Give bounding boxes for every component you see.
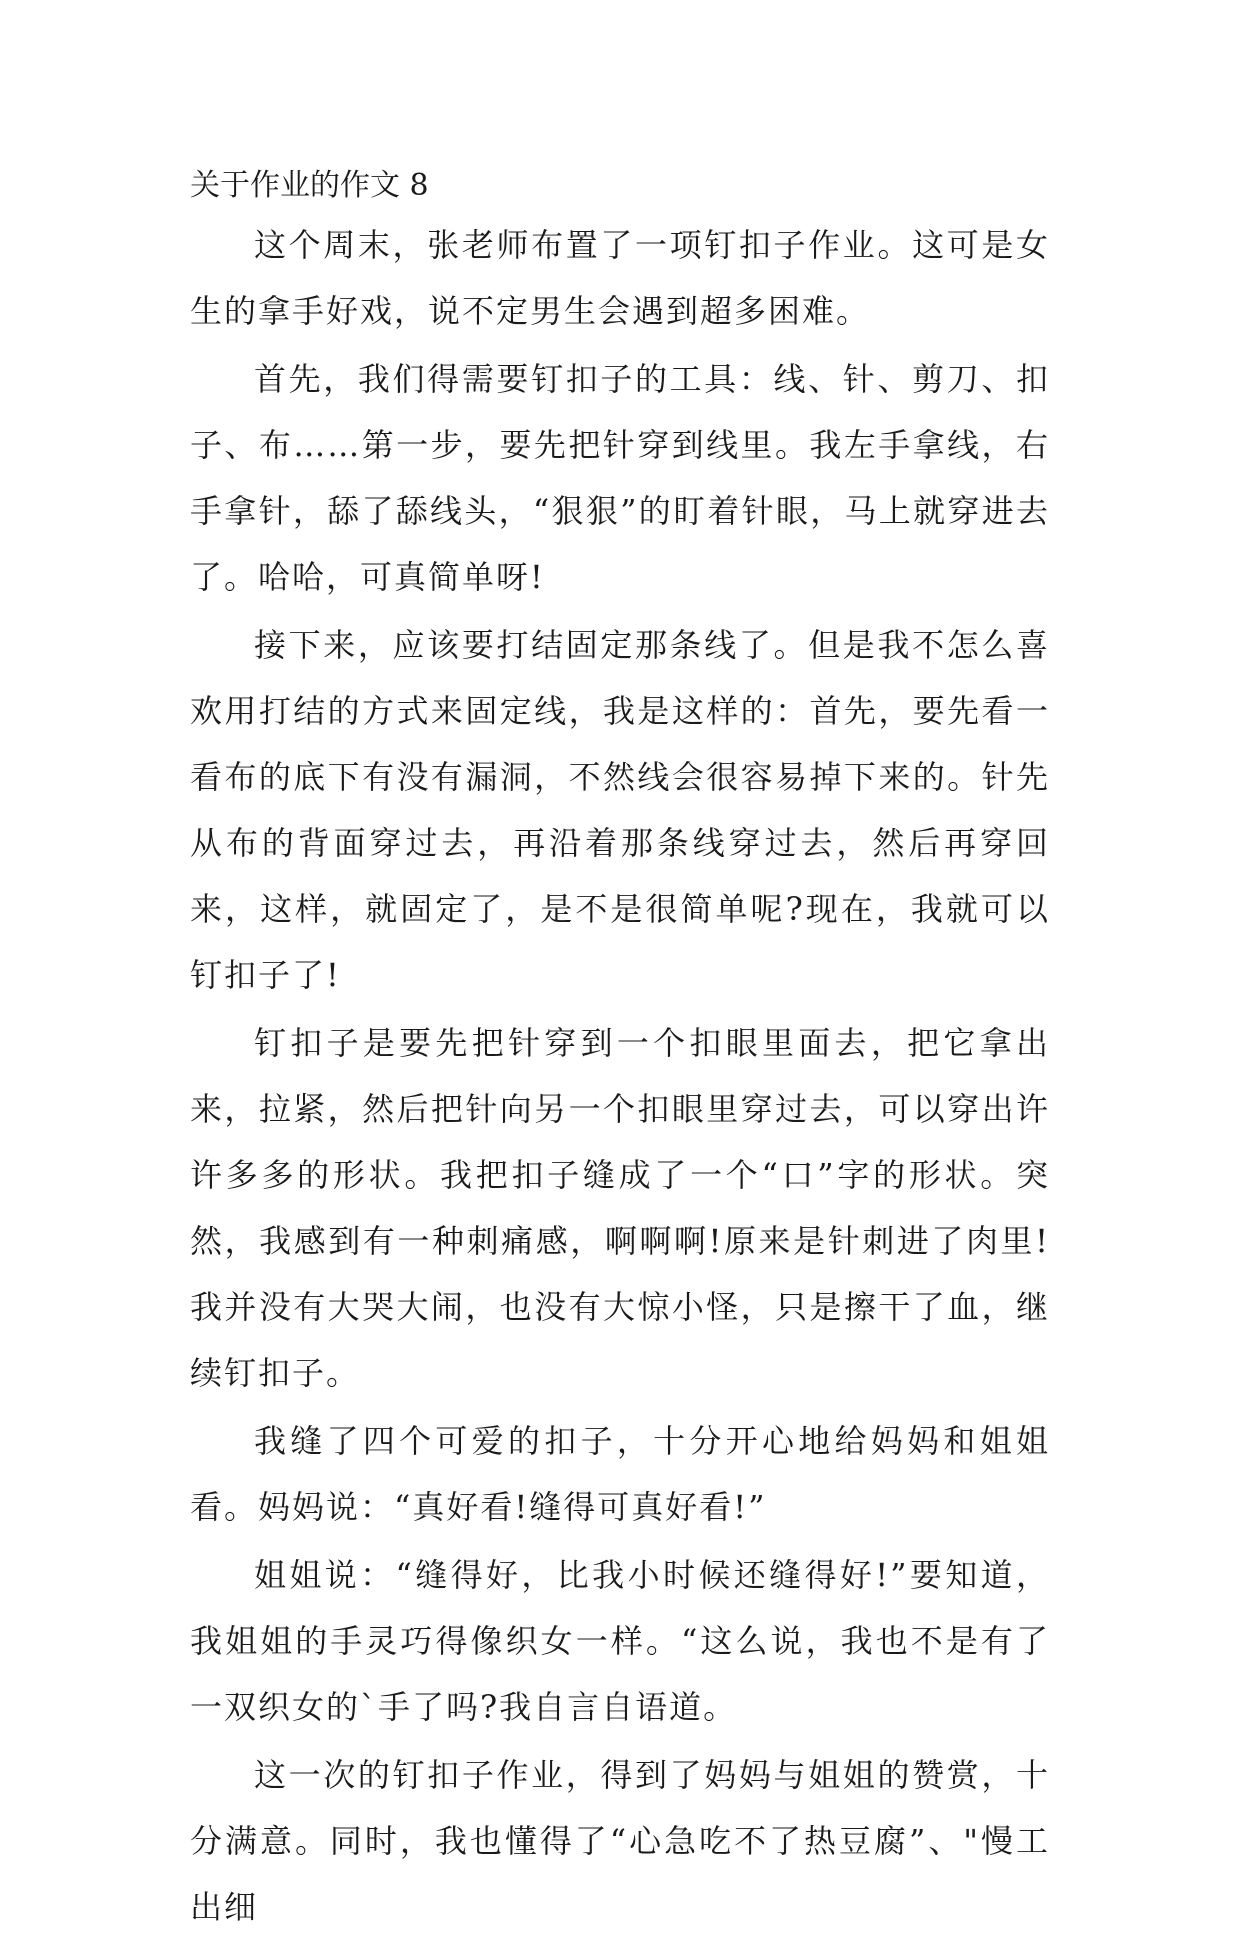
paragraph-3: 接下来，应该要打结固定那条线了。但是我不怎么喜欢用打结的方式来固定线，我是这样的：首先，要先看一看布的底下有没有漏洞，不然线会很容易掉下来的。针先从布的背面穿过去，再沿着那条线穿过去，然后再穿回来，这样，就固定了，是不是很简单呢?现在，我就可以钉扣子了! [190,626,1050,994]
paragraph-6: 姐姐说：“缝得好，比我小时候还缝得好!”要知道，我姐姐的手灵巧得像织女一样。“这么说，我也不是有了一双织女的`手了吗?我自言自语道。 [190,1556,1050,1726]
document-title: 关于作业的作文 8 [190,168,429,203]
document-page [190,160,1050,1940]
paragraph-7: 这一次的钉扣子作业，得到了妈妈与姐姐的赞赏，十分满意。同时，我也懂得了“心急吃不了热豆腐”、"慢工出细 [190,1756,1050,1926]
paragraph-4: 钉扣子是要先把针穿到一个扣眼里面去，把它拿出来，拉紧，然后把针向另一个扣眼里穿过去，可以穿出许许多多的形状。我把扣子缝成了一个“口”字的形状。突然，我感到有一种刺痛感，啊啊啊!原来是针刺进了肉里!我并没有大哭大闹，也没有大惊小怪，只是擦干了血，继续钉扣子。 [190,1024,1050,1392]
paragraph-5: 我缝了四个可爱的扣子，十分开心地给妈妈和姐姐看。妈妈说：“真好看!缝得可真好看!” [190,1422,1050,1526]
paragraph-2: 首先，我们得需要钉扣子的工具：线、针、剪刀、扣子、布……第一步，要先把针穿到线里。我左手拿线，右手拿针，舔了舔线头，“狠狠”的盯着针眼，马上就穿进去了。哈哈，可真简单呀! [190,360,1050,596]
paragraph-1: 这个周末，张老师布置了一项钉扣子作业。这可是女生的拿手好戏，说不定男生会遇到超多困难。 [190,226,1050,330]
